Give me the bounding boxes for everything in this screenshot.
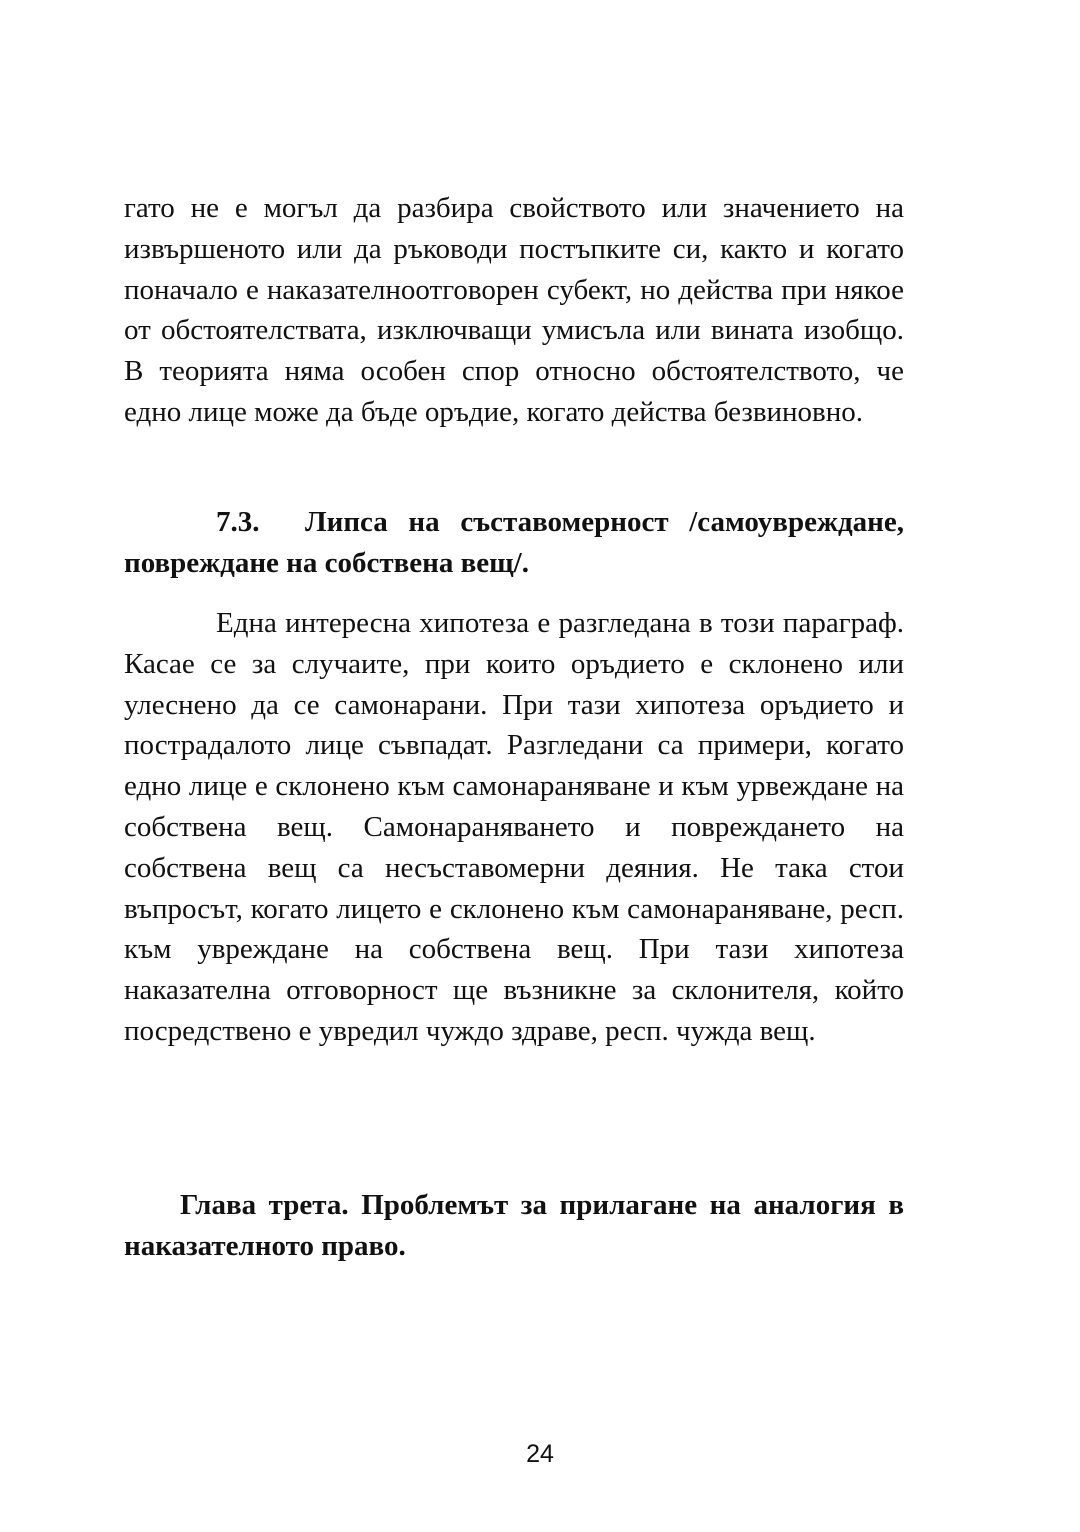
chapter-heading: Глава трета. Проблемът за прилагане на аналогия в наказателното право.: [124, 1189, 904, 1262]
page-number: 24: [526, 1440, 554, 1468]
section-number: 7.3.: [216, 506, 260, 538]
body-paragraph: Една интересна хипотеза е разгледана в този параграф. Касае се за случаите, при които оръдието е склонено или улеснено да се самонарани. При тази хипотеза оръдието и пострадалото лице съвпадат. Разгледани са примери, когато едно лице е склонено към самонараняване и към урвеждане на собствена вещ. Самонараняването и повреждането на собствена вещ са несъставомерни деяния. Не така стои въпросът, когато лицето е склонено към самонараняване, респ. към увреждане на собствена вещ. При тази хипотеза наказателна отговорност ще възникне за склонителя, който посредствено е увредил чуждо здраве, респ. чужда вещ.: [124, 607, 904, 1047]
section-title: Липса на съставомерност /самоувреждане, повреждане на собствена вещ/.: [124, 506, 904, 579]
section-heading: [124, 502, 904, 584]
body-paragraph-continued: гато не е могъл да разбира свойството или значението на извършеното или да ръководи постъпките си, както и когато поначало е наказателноотговорен субект, но действа при някое от обстоятелствата, изключващи умисъла или вината изобщо. В теорията няма особен спор относно обстоятелството, че едно лице може да бъде оръдие, когато действа безвиновно.: [124, 192, 904, 428]
